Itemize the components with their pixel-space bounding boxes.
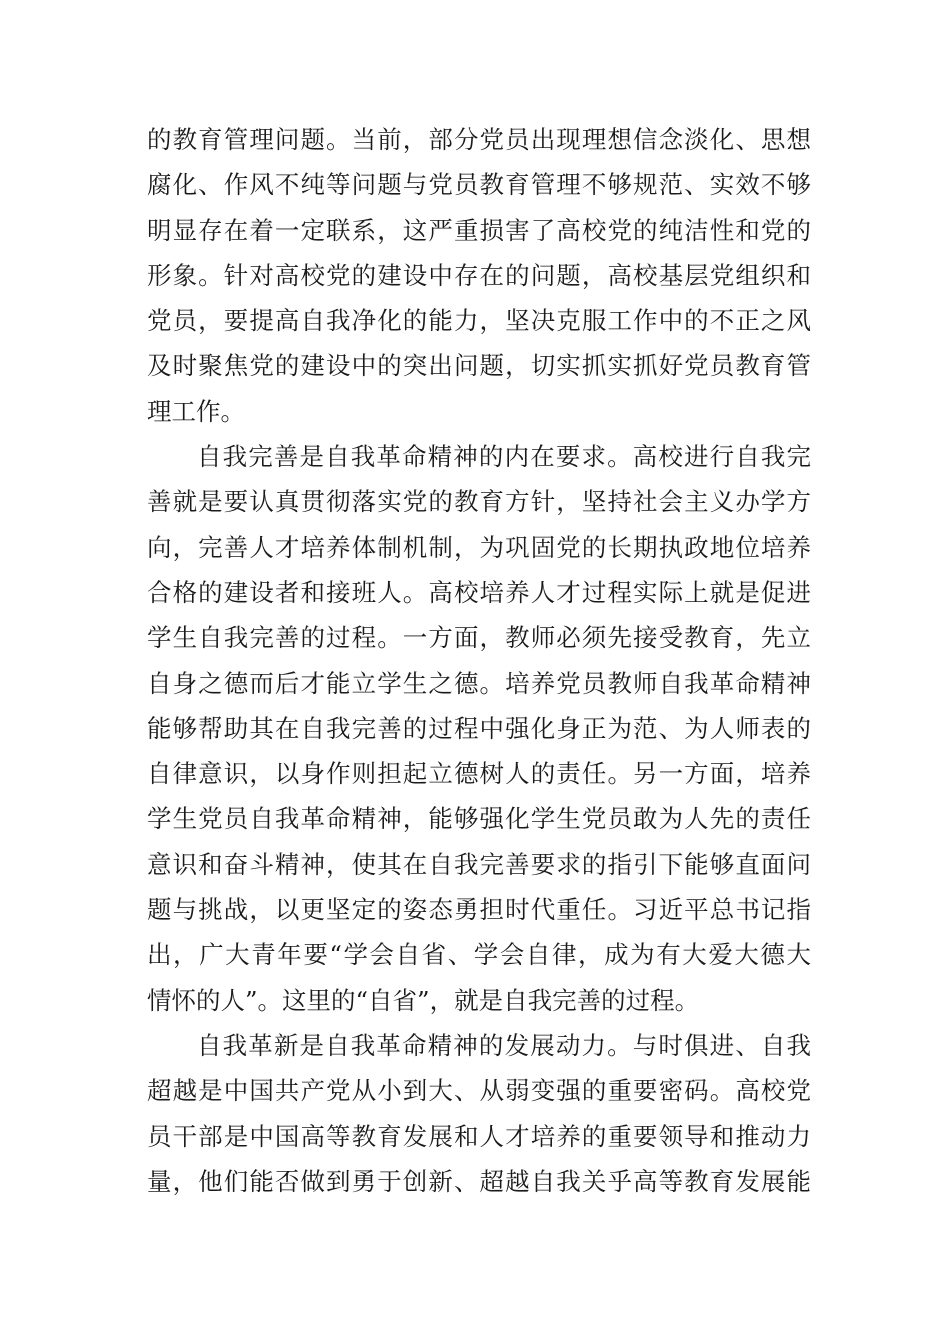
- text-line: 学生党员自我革命精神，能够强化学生党员敢为人先的责任: [147, 804, 811, 834]
- paragraph-2: [147, 434, 811, 1023]
- text-line: 合格的建设者和接班人。高校培养人才过程实际上就是促进: [147, 577, 811, 607]
- text-line: 腐化、作风不纯等问题与党员教育管理不够规范、实效不够: [147, 170, 811, 200]
- text-line: 学生自我完善的过程。一方面，教师必须先接受教育，先立: [147, 623, 811, 653]
- body-text: [147, 117, 811, 1204]
- text-line: 能够帮助其在自我完善的过程中强化身正为范、为人师表的: [147, 713, 811, 743]
- text-line: 出，广大青年要“学会自省、学会自律，成为有大爱大德大: [147, 940, 811, 970]
- text-line: 形象。针对高校党的建设中存在的问题，高校基层党组织和: [147, 260, 811, 290]
- paragraph-3: [147, 1023, 811, 1204]
- text-line: 向，完善人才培养体制机制，为巩固党的长期执政地位培养: [147, 532, 811, 562]
- text-line: 理工作。: [147, 396, 245, 426]
- text-line: 自身之德而后才能立学生之德。培养党员教师自我革命精神: [147, 668, 811, 698]
- paragraph-1: [147, 117, 811, 434]
- text-line: 自我革新是自我革命精神的发展动力。与时俱进、自我: [197, 1030, 811, 1060]
- text-line: 自律意识，以身作则担起立德树人的责任。另一方面，培养: [147, 759, 811, 789]
- text-line: 自我完善是自我革命精神的内在要求。高校进行自我完: [197, 442, 811, 472]
- text-line: 量，他们能否做到勇于创新、超越自我关乎高等教育发展能: [147, 1166, 811, 1196]
- text-line: 明显存在着一定联系，这严重损害了高校党的纯洁性和党的: [147, 215, 811, 245]
- text-line: 党员，要提高自我净化的能力，坚决克服工作中的不正之风: [147, 306, 811, 336]
- text-line: 善就是要认真贯彻落实党的教育方针，坚持社会主义办学方: [147, 487, 811, 517]
- text-line: 员干部是中国高等教育发展和人才培养的重要领导和推动力: [147, 1121, 811, 1151]
- text-line: 情怀的人”。这里的“自省”，就是自我完善的过程。: [147, 985, 700, 1015]
- text-line: 题与挑战，以更坚定的姿态勇担时代重任。习近平总书记指: [147, 895, 811, 925]
- text-line: 超越是中国共产党从小到大、从弱变强的重要密码。高校党: [147, 1076, 811, 1106]
- text-line: 的教育管理问题。当前，部分党员出现理想信念淡化、思想: [147, 125, 811, 154]
- text-line: 及时聚焦党的建设中的突出问题，切实抓实抓好党员教育管: [147, 351, 811, 381]
- text-line: 意识和奋斗精神，使其在自我完善要求的指引下能够直面问: [147, 849, 811, 879]
